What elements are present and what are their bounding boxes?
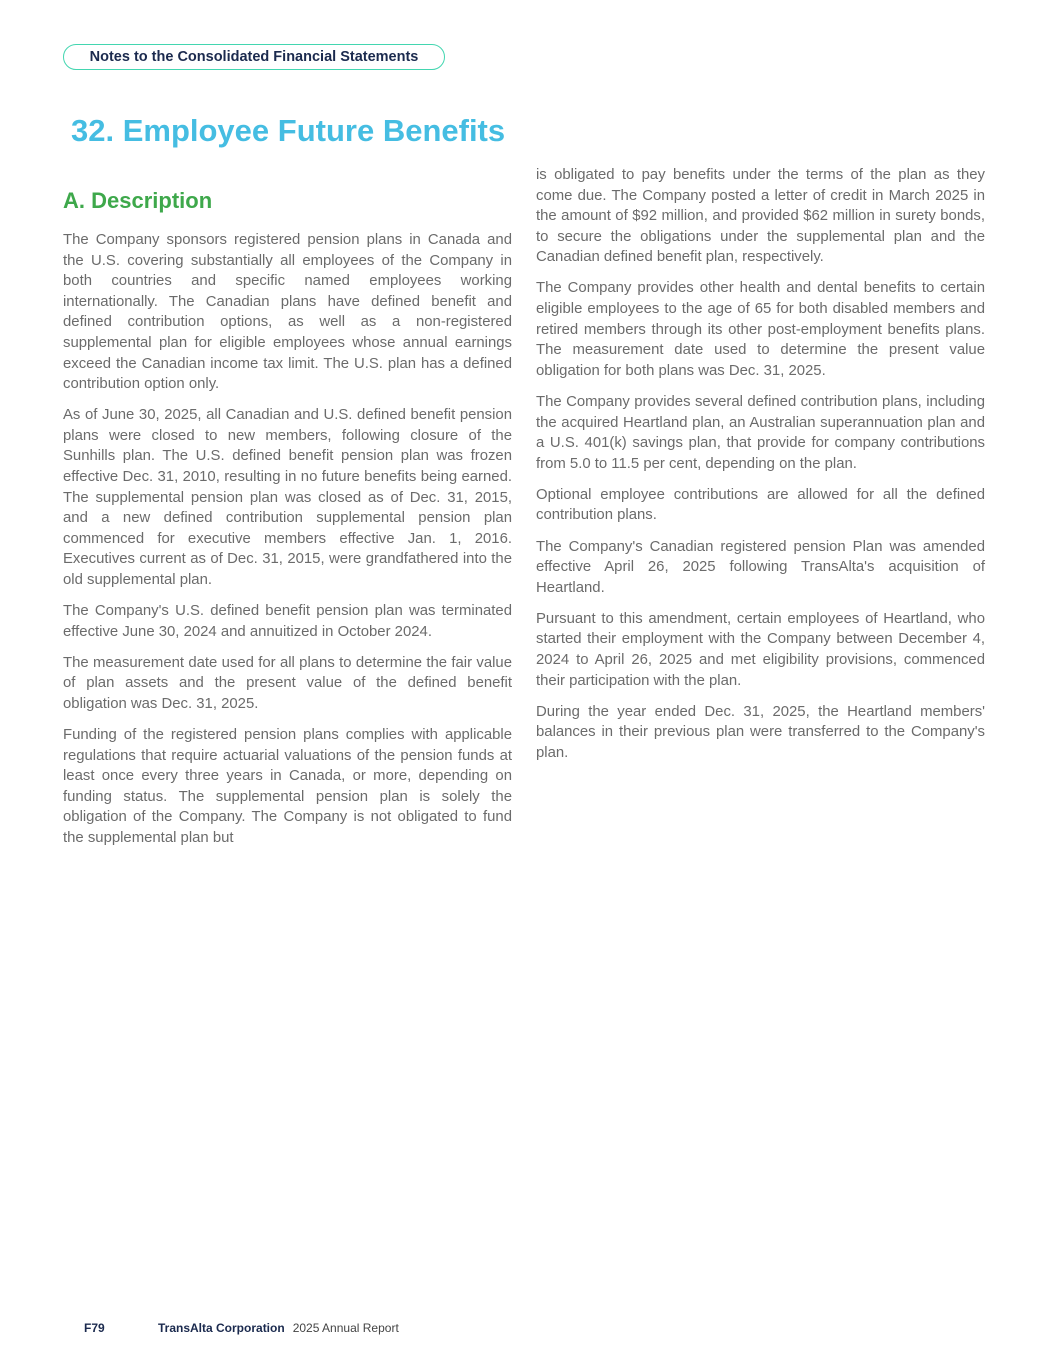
- paragraph: Pursuant to this amendment, certain employees of Heartland, who started their employment with the Company between December 4, 2024 to April 26, 2025 and met eligibility provisions, commenced their participation with the plan.: [536, 610, 985, 689]
- paragraph: The Company's Canadian registered pension Plan was amended effective April 26, 2025 following TransAlta's acquisition of Heartland.: [536, 538, 985, 596]
- page-title: 32. Employee Future Benefits: [71, 113, 506, 148]
- company-name: TransAlta Corporation: [158, 1321, 285, 1335]
- page-number: F79: [84, 1321, 105, 1335]
- paragraph: is obligated to pay benefits under the terms of the plan as they come due. The Company posted a letter of credit in March 2025 in the amount of $92 million, and provided $62 million in surety bonds, to secure the obligations under the supplemental plan and the Canadian defined benefit plan, respectively.: [536, 167, 985, 266]
- section-tag-label: Notes to the Consolidated Financial Statements: [89, 49, 419, 65]
- report-title: 2025 Annual Report: [292, 1321, 399, 1335]
- right-column: [536, 165, 985, 774]
- page-footer: [84, 1321, 399, 1335]
- paragraph: The Company provides other health and dental benefits to certain eligible employees to the age of 65 for both disabled members and retired members through its other post-employment benefits plans. The measurement date used to determine the present value obligation for both plans was Dec. 31, 2025.: [536, 280, 985, 379]
- paragraph: Funding of the registered pension plans complies with applicable regulations that require actuarial valuations of the pension funds at least once every three years in Canada, or more, depending on funding status. The supplemental pension plan is solely the obligation of the Company. The Company is not obligated to fund the supplemental plan but: [63, 727, 512, 847]
- paragraph: The Company provides several defined contribution plans, including the acquired Heartland plan, an Australian superannuation plan and a U.S. 401(k) savings plan, that provide for company contributions from 5.0 to 11.5 per cent, depending on the plan.: [536, 393, 985, 472]
- paragraph: The Company's U.S. defined benefit pension plan was terminated effective June 30, 2024 and annuitized in October 2024.: [63, 603, 512, 640]
- paragraph: During the year ended Dec. 31, 2025, the Heartland members' balances in their previous plan were transferred to the Company's plan.: [536, 703, 985, 761]
- paragraph: Optional employee contributions are allowed for all the defined contribution plans.: [536, 486, 985, 524]
- section-heading: A. Description: [63, 188, 213, 213]
- left-column: [63, 186, 512, 859]
- paragraph: As of June 30, 2025, all Canadian and U.S. defined benefit pension plans were closed to new members, following closure of the Sunhills plan. The U.S. defined benefit pension plan was frozen effective Dec. 31, 2010, resulting in no future benefits being earned. The supplemental pension plan was closed as of Dec. 31, 2015, and a new defined contribution supplemental pension plan commenced for executive members effective Jan. 1, 2016. Executives current as of Dec. 31, 2015, were grandfathered into the old supplemental plan.: [63, 407, 512, 588]
- paragraph: The Company sponsors registered pension plans in Canada and the U.S. covering substantially all employees of the Company in both countries and specific named employees working internationally. The Canadian plans have defined benefit and defined contribution options, as well as a non-registered supplemental plan for eligible employees whose annual earnings exceed the Canadian income tax limit. The U.S. plan has a defined contribution option only.: [63, 232, 512, 393]
- paragraph: The measurement date used for all plans to determine the fair value of plan assets and the present value of the defined benefit obligation was Dec. 31, 2025.: [63, 654, 512, 712]
- section-tag: [63, 44, 445, 70]
